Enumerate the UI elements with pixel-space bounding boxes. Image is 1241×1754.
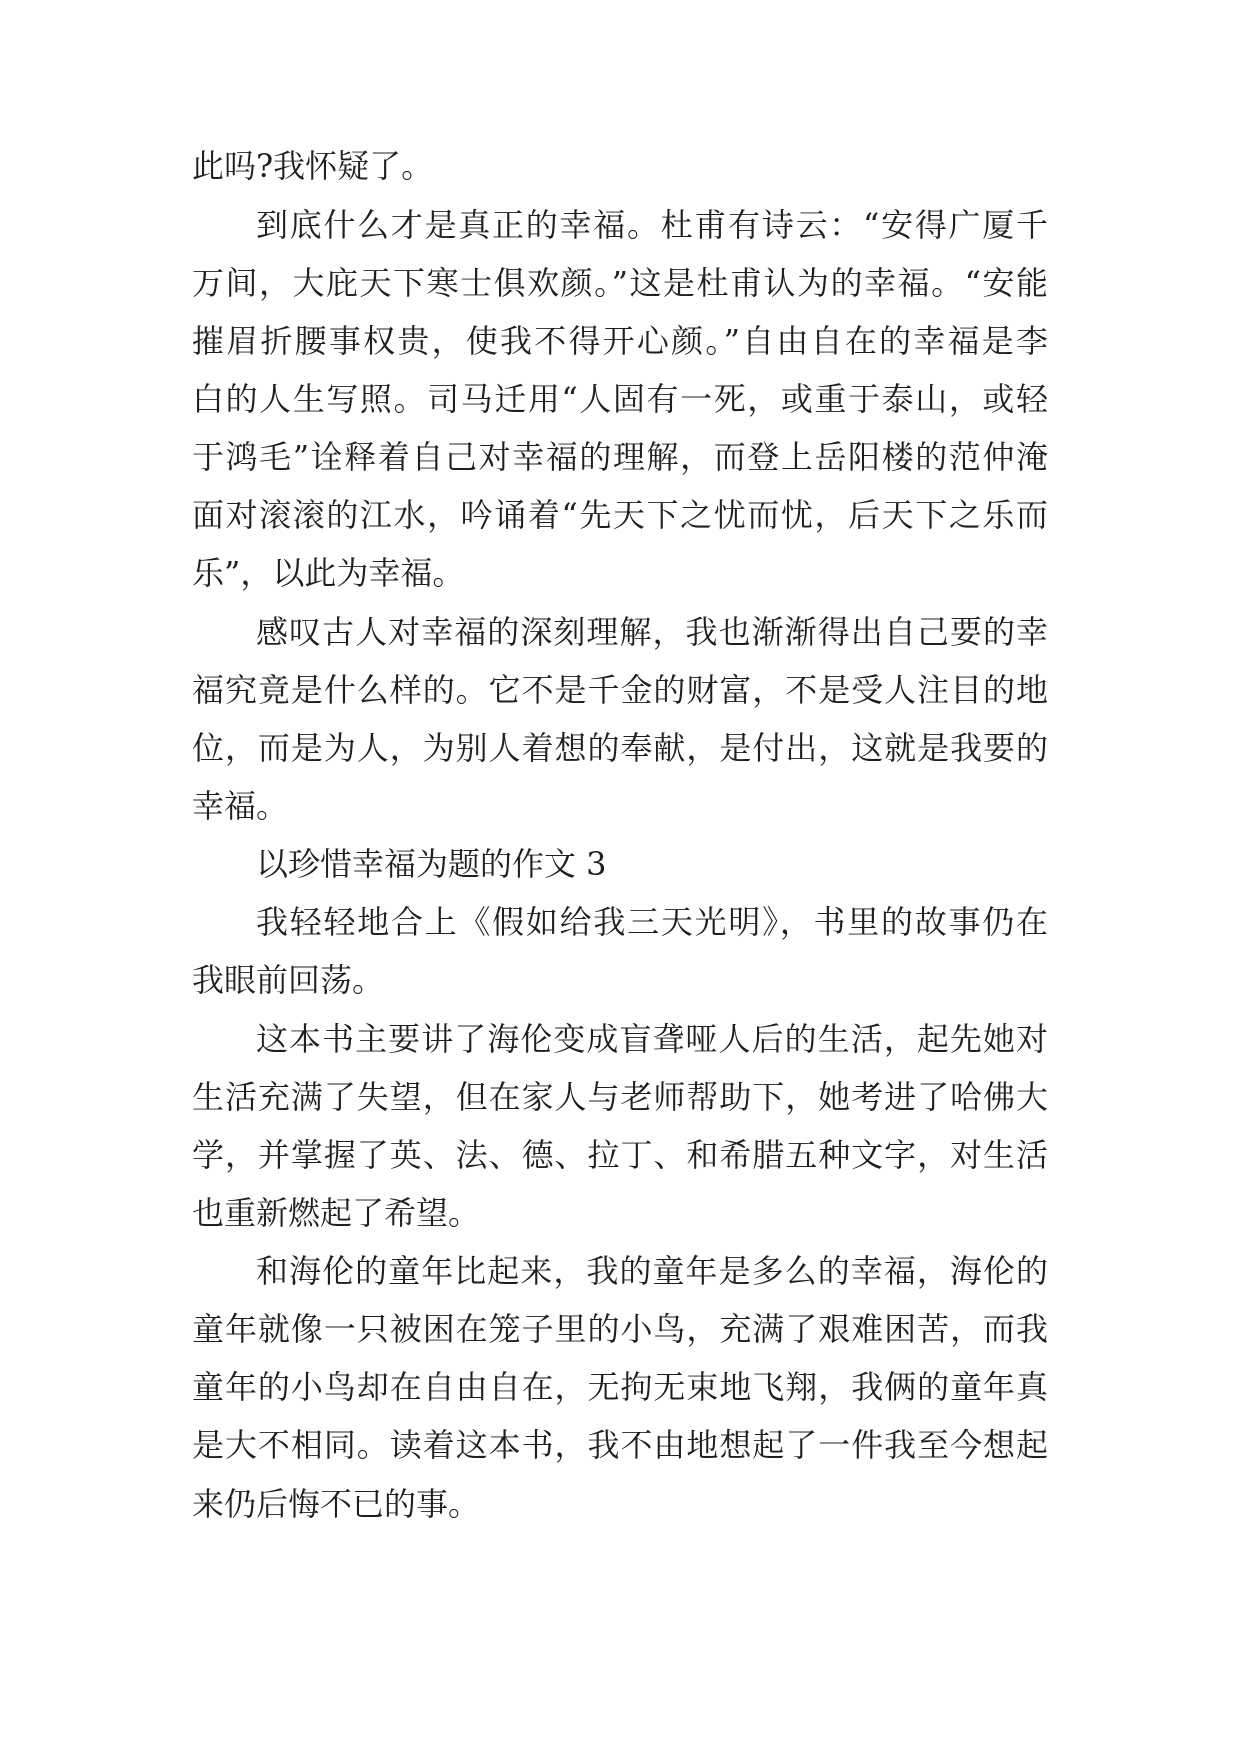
text-line: 我眼前回荡。 [192, 961, 385, 999]
text-line: 位，而是为人，为别人着想的奉献，是付出，这就是我要的 [192, 729, 1048, 767]
text-line: 童年就像一只被困在笼子里的小鸟，充满了艰难困苦，而我 [192, 1310, 1048, 1348]
text-line: 于鸿毛”诠释着自己对幸福的理解，而登上岳阳楼的范仲淹 [192, 438, 1048, 476]
text-line: 也重新燃起了希望。 [192, 1194, 481, 1232]
text-line: 是大不相同。读着这本书，我不由地想起了一件我至今想起 [192, 1426, 1048, 1464]
text-line: 感叹古人对幸福的深刻理解，我也渐渐得出自己要的幸 [256, 613, 1048, 651]
text-line: 生活充满了失望，但在家人与老师帮助下，她考进了哈佛大 [192, 1078, 1048, 1116]
text-line: 摧眉折腰事权贵，使我不得开心颜。”自由自在的幸福是李 [192, 322, 1048, 360]
text-line: 到底什么才是真正的幸福。杜甫有诗云：“安得广厦千 [256, 206, 1048, 244]
text-line: 幸福。 [192, 787, 289, 825]
section-heading: 以珍惜幸福为题的作文 3 [256, 845, 607, 883]
text-line: 这本书主要讲了海伦变成盲聋哑人后的生活，起先她对 [256, 1020, 1048, 1058]
text-line: 此吗?我怀疑了。 [192, 147, 434, 185]
text-line: 学，并掌握了英、法、德、拉丁、和希腊五种文字，对生活 [192, 1136, 1048, 1174]
text-line: 福究竟是什么样的。它不是千金的财富，不是受人注目的地 [192, 671, 1048, 709]
text-line: 万间，大庇天下寒士俱欢颜。”这是杜甫认为的幸福。“安能 [192, 264, 1048, 302]
text-line: 童年的小鸟却在自由自在，无拘无束地飞翔，我俩的童年真 [192, 1368, 1048, 1406]
text-line: 我轻轻地合上《假如给我三天光明》，书里的故事仍在 [256, 903, 1048, 941]
text-line: 面对滚滚的江水，吟诵着“先天下之忧而忧，后天下之乐而 [192, 496, 1048, 534]
text-line: 白的人生写照。司马迁用“人固有一死，或重于泰山，或轻 [192, 380, 1048, 418]
text-line: 和海伦的童年比起来，我的童年是多么的幸福，海伦的 [256, 1252, 1048, 1290]
text-line: 乐”，以此为幸福。 [192, 554, 465, 592]
text-line: 来仍后悔不已的事。 [192, 1485, 481, 1523]
